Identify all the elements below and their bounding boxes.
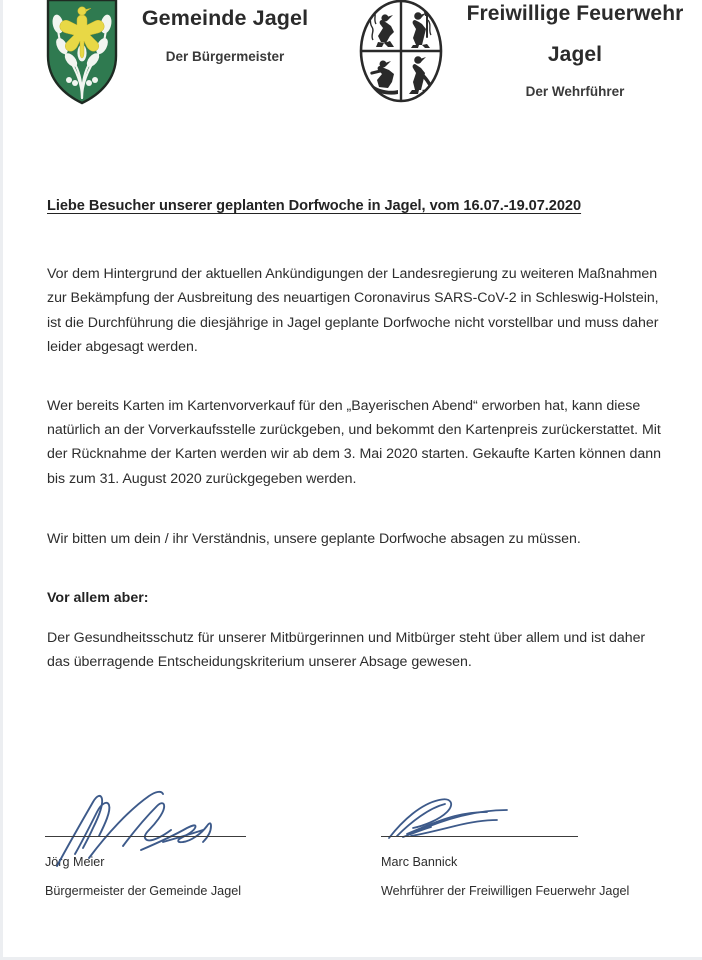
letterhead-right-block <box>358 0 702 109</box>
signature-canvas-right <box>381 780 681 844</box>
freiwillige-feuerwehr-jagel-emblem-icon <box>358 0 444 109</box>
signatory-role-left: Bürgermeister der Gemeinde Jagel <box>45 884 241 898</box>
org-name-feuerwehr-line2: Jagel <box>547 42 603 66</box>
letterhead-left-block <box>45 0 331 111</box>
letter-subheading: Vor allem aber: <box>47 589 149 606</box>
org-subtitle-buergermeister: Der Bürgermeister <box>165 49 285 65</box>
signature-rule-left <box>45 836 246 837</box>
signature-block-left <box>45 780 345 898</box>
org-name-feuerwehr-line1: Freiwillige Feuerwehr <box>466 2 684 25</box>
signature-area <box>3 780 702 910</box>
gemeinde-jagel-coat-of-arms-icon <box>45 0 119 111</box>
letter-body <box>47 196 663 675</box>
signatory-name-right: Marc Bannick <box>381 855 458 869</box>
letter-paragraph-3: Wir bitten um dein / ihr Verständnis, unsere geplante Dorfwoche absagen zu müssen. <box>47 531 581 548</box>
letter-paragraph-4: Der Gesundheitsschutz für unserer Mitbürgerinnen und Mitbürger steht über allem und ist daher das überragende Entscheidungskriterium unserer Absage gewesen. <box>47 629 646 671</box>
signature-canvas-left <box>45 780 345 844</box>
letterhead-left-titles <box>119 0 331 64</box>
letterhead-right-titles <box>444 0 702 99</box>
signatory-name-left: Jörg Meier <box>45 855 105 869</box>
signature-joerg-meier-icon <box>45 780 275 870</box>
letterhead <box>3 0 702 122</box>
signature-marc-bannick-icon <box>381 780 601 870</box>
org-name-gemeinde: Gemeinde Jagel <box>141 6 309 30</box>
letter-headline: Liebe Besucher unserer geplanten Dorfwoche in Jagel, vom 16.07.-19.07.2020 <box>47 198 582 214</box>
org-subtitle-wehrfuehrer: Der Wehrführer <box>525 83 625 99</box>
signatory-role-right: Wehrführer der Freiwilligen Feuerwehr Jagel <box>381 884 630 898</box>
signature-rule-right <box>381 836 578 837</box>
letter-paragraph-1: Vor dem Hintergrund der aktuellen Ankündigungen der Landesregierung zu weiteren Maßnahmen zur Bekämpfung der Ausbreitung des neuartigen Coronavirus SARS-CoV-2 in Schleswig-Holstein, ist die Durchführung die diesjährige in Jagel geplante Dorfwoche nicht vorstellbar und muss daher leider abgesagt werden. <box>47 265 659 356</box>
signature-block-right <box>381 780 681 898</box>
letter-paragraph-2: Wer bereits Karten im Kartenvorverkauf für den „Bayerischen Abend“ erworben hat, kann diese natürlich an der Vorverkaufsstelle zurückgeben, und bekommt den Kartenpreis zurückerstattet. Mit der Rücknahme der Karten werden wir ab dem 3. Mai 2020 starten. Gekaufte Karten können dann bis zum 31. August 2020 zurückgegeben werden. <box>47 397 661 487</box>
